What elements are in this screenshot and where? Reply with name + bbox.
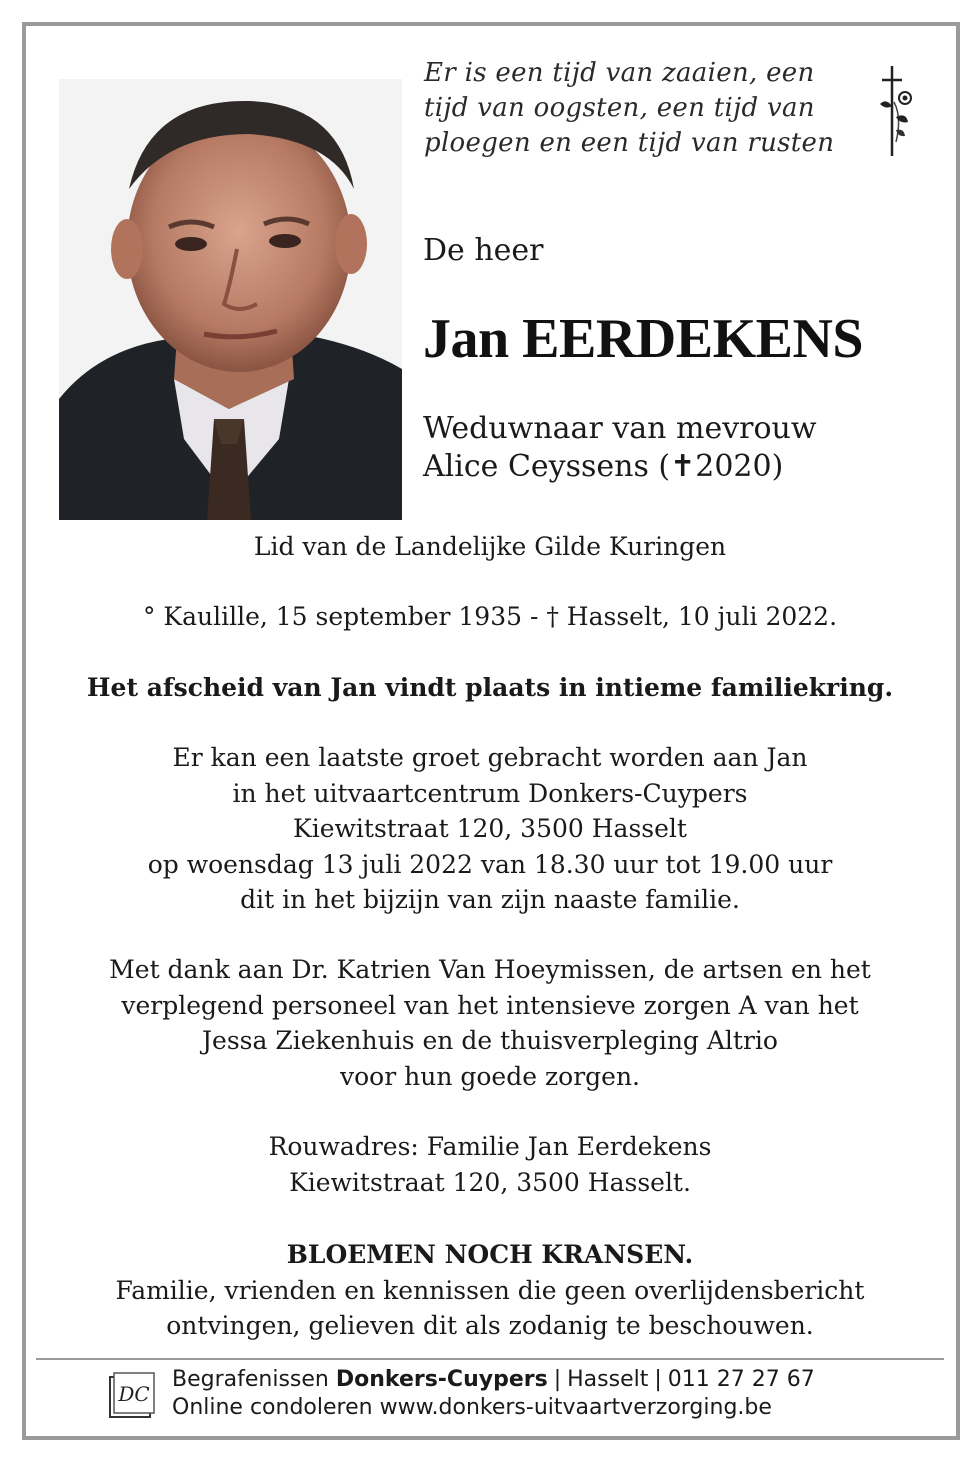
widow-info bbox=[423, 410, 817, 486]
footer-divider bbox=[36, 1358, 944, 1360]
mourning-address bbox=[30, 1129, 950, 1200]
footer-phone[interactable]: 011 27 27 67 bbox=[667, 1367, 815, 1392]
widow-line: Alice Ceyssens (✝2020) bbox=[423, 449, 784, 484]
company-name: Donkers-Cuypers bbox=[335, 1367, 548, 1392]
farewell-notice bbox=[30, 670, 950, 706]
visitation-line: in het uitvaartcentrum Donkers-Cuypers bbox=[232, 778, 748, 808]
flowers-notice bbox=[30, 1237, 950, 1344]
footer-line-2 bbox=[172, 1394, 815, 1422]
footer bbox=[172, 1366, 815, 1422]
flowers-heading: BLOEMEN NOCH KRANSEN. bbox=[286, 1240, 694, 1269]
visitation-line: dit in het bijzijn van zijn naaste familie. bbox=[240, 885, 740, 914]
portrait-photo bbox=[59, 79, 402, 520]
address-line: Rouwadres: Familie Jan Eerdekens bbox=[268, 1132, 712, 1161]
donkers-cuypers-logo bbox=[107, 1371, 157, 1421]
separator: | bbox=[553, 1367, 562, 1392]
visitation-line: Er kan een laatste groet gebracht worden aan Jan bbox=[172, 743, 808, 772]
membership-text: Lid van de Landelijke Gilde Kuringen bbox=[253, 532, 727, 561]
poem-line: tijd van oogsten, een tijd van bbox=[424, 93, 815, 123]
visitation-line: op woensdag 13 juli 2022 van 18.30 uur tot 19.00 uur bbox=[147, 849, 833, 879]
dates-text: ° Kaulille, 15 september 1935 - † Hasselt, 10 juli 2022. bbox=[142, 602, 838, 631]
visitation-block bbox=[30, 740, 950, 918]
widow-line: Weduwnaar van mevrouw bbox=[423, 411, 817, 446]
membership bbox=[30, 529, 950, 565]
address-line: Kiewitstraat 120, 3500 Hasselt. bbox=[289, 1167, 691, 1197]
online-label: Online condoleren bbox=[172, 1395, 373, 1420]
thanks-line: Jessa Ziekenhuis en de thuisverpleging Altrio bbox=[202, 1026, 778, 1055]
deceased-name: Jan EERDEKENS bbox=[423, 308, 864, 370]
thanks-line: verplegend personeel van het intensieve zorgen A van het bbox=[121, 990, 859, 1020]
thanks-block bbox=[30, 952, 950, 1094]
life-dates bbox=[30, 599, 950, 635]
farewell-text: Het afscheid van Jan vindt plaats in intieme familiekring. bbox=[86, 673, 894, 702]
poem bbox=[424, 56, 854, 161]
flowers-line: ontvingen, gelieven dit als zodanig te beschouwen. bbox=[166, 1311, 814, 1340]
thanks-line: Met dank aan Dr. Katrien Van Hoeymissen, de artsen en het bbox=[109, 955, 871, 984]
poem-line: Er is een tijd van zaaien, een bbox=[424, 58, 815, 88]
thanks-line: voor hun goede zorgen. bbox=[340, 1061, 640, 1091]
poem-line: ploegen en een tijd van rusten bbox=[424, 128, 835, 158]
cross-with-rose-icon bbox=[872, 62, 916, 158]
website-link[interactable]: www.donkers-uitvaartverzorging.be bbox=[379, 1395, 772, 1420]
visitation-line: Kiewitstraat 120, 3500 Hasselt bbox=[293, 814, 687, 843]
logo-text: DC bbox=[118, 1382, 150, 1406]
honorific: De heer bbox=[423, 233, 544, 268]
flowers-line: Familie, vrienden en kennissen die geen overlijdensbericht bbox=[115, 1275, 865, 1305]
separator: | bbox=[654, 1367, 662, 1392]
footer-prefix: Begrafenissen bbox=[172, 1367, 329, 1392]
footer-city: Hasselt bbox=[567, 1367, 649, 1392]
footer-line-1 bbox=[172, 1366, 815, 1394]
